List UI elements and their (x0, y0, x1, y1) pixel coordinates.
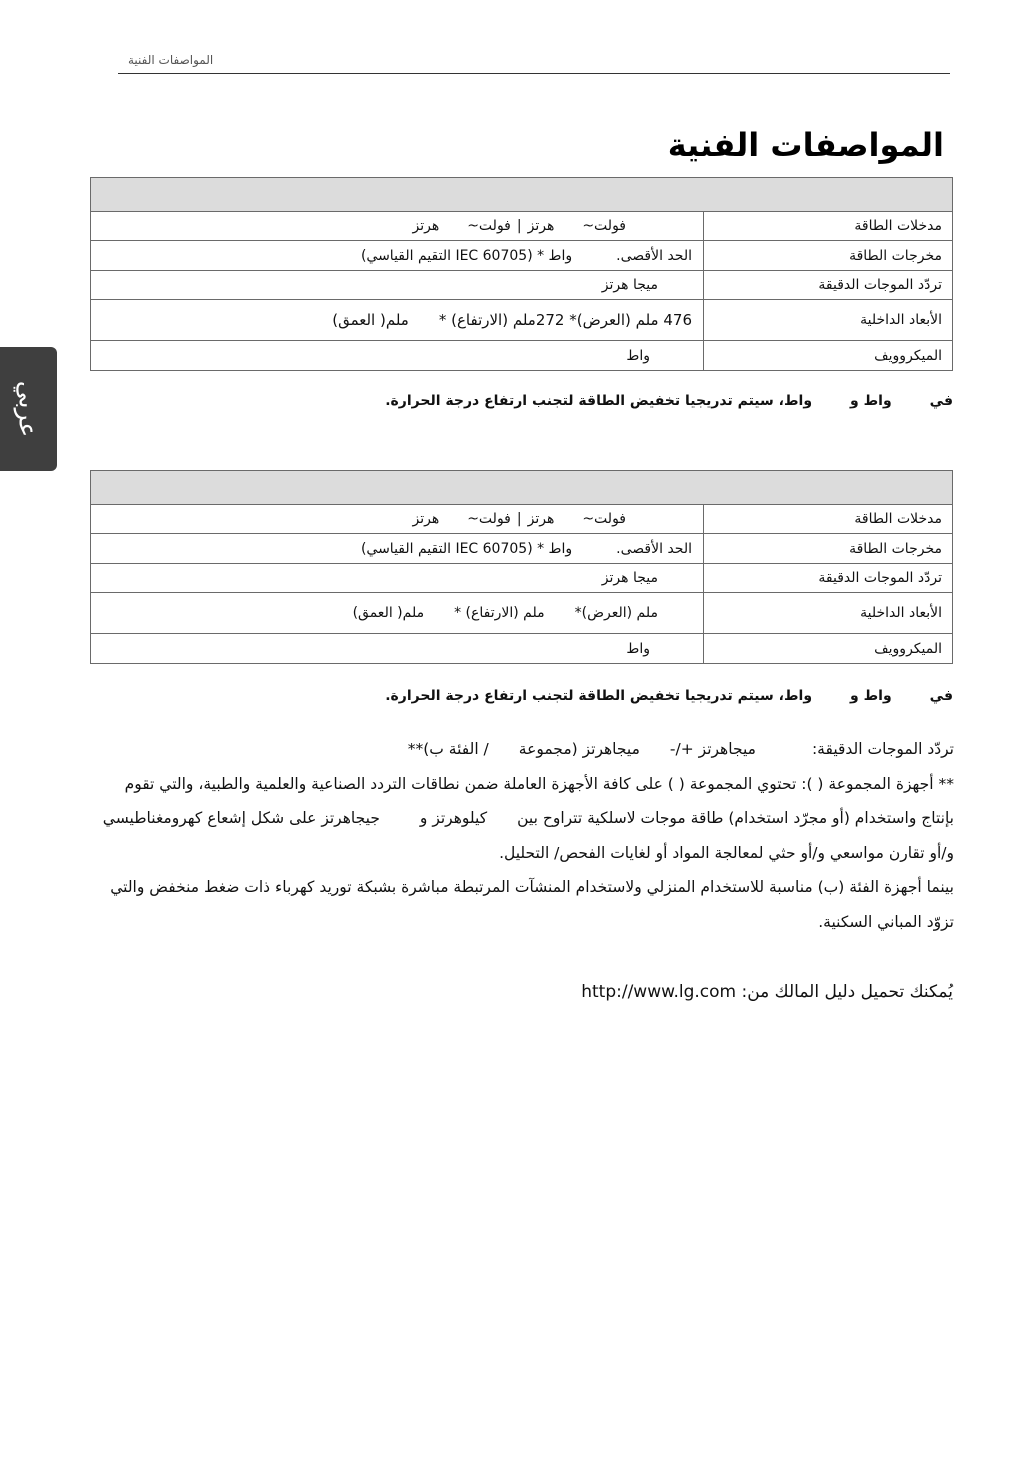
language-tab-label: عربي (13, 380, 43, 438)
header-divider (118, 73, 950, 74)
lg-website-link[interactable]: http://www.lg.com (581, 982, 737, 1002)
value-inner-dimensions: 476 ملم (العرض)* 272ملم (الارتفاع) *ملم( العمق) (91, 300, 704, 341)
label-microwave-frequency: تردّد الموجات الدقيقة (704, 564, 953, 593)
value-microwave-power: واط (91, 634, 704, 664)
value-power-input: فولت~هرتز|فولت~هرتز (91, 505, 704, 534)
group-note-line-4: بينما أجهزة الفئة (ب) مناسبة للاستخدام المنزلي ولاستخدام المنشآت المرتبطة مباشرة بشبكة توريد كهرباء ذات ضغط منخفض والتي (110, 878, 954, 896)
header-section-title: المواصفات الفنية (128, 53, 214, 67)
value-power-output: الحد الأقصى.واط * (IEC 60705 التقيم القياسي) (91, 241, 704, 271)
group-note-line-5: تزوّد المباني السكنية. (818, 912, 954, 931)
owner-manual-download (581, 982, 953, 1002)
label-power-input: مدخلات الطاقة (704, 505, 953, 534)
owner-manual-text: يُمكنك تحميل دليل المالك من: (741, 982, 953, 1002)
spec-table-2 (90, 470, 953, 664)
label-microwave-power: الميكروويف (704, 634, 953, 664)
value-power-output: الحد الأقصى.واط * (IEC 60705 التقيم القياسي) (91, 534, 704, 564)
spec-table-1-header (91, 178, 953, 212)
spec-table-2-header (91, 471, 953, 505)
value-microwave-power: واط (91, 341, 704, 371)
label-power-output: مخرجات الطاقة (704, 241, 953, 271)
group-note-line-1: ** أجهزة المجموعة ( ): تحتوي المجموعة ( ) على كافة الأجهزة العاملة ضمن نطاقات التردد الصناعية والعلمية والطبية، والتي تقوم (124, 774, 954, 793)
thermal-note-1: فيواط وواط، سيتم تدريجيا تخفيض الطاقة لتجنب ارتفاع درجة الحرارة. (385, 393, 953, 409)
value-power-input: فولت~هرتز|فولت~هرتز (91, 212, 704, 241)
label-power-input: مدخلات الطاقة (704, 212, 953, 241)
value-inner-dimensions: ملم (العرض)*ملم (الارتفاع) *ملم( العمق) (91, 593, 704, 634)
thermal-note-2: فيواط وواط، سيتم تدريجيا تخفيض الطاقة لتجنب ارتفاع درجة الحرارة. (385, 688, 953, 704)
label-microwave-frequency: تردّد الموجات الدقيقة (704, 271, 953, 300)
label-inner-dimensions: الأبعاد الداخلية (704, 300, 953, 341)
group-note-line-2: بإنتاج واستخدام (أو مجرّد استخدام) طاقة موجات لاسلكية تتراوح بينكيلوهرتز وجيجاهرتز على شكل إشعاع كهرومغناطيسي (102, 809, 954, 827)
value-microwave-frequency: ميجا هرتز (91, 271, 704, 300)
label-microwave-power: الميكروويف (704, 341, 953, 371)
label-power-output: مخرجات الطاقة (704, 534, 953, 564)
language-tab[interactable] (0, 347, 57, 471)
value-microwave-frequency: ميجا هرتز (91, 564, 704, 593)
spec-table-1 (90, 177, 953, 371)
group-note-line-3: و/أو تقارن مواسعي و/أو حثي لمعالجة المواد أو لغايات الفحص/ التحليل. (499, 843, 954, 862)
label-inner-dimensions: الأبعاد الداخلية (704, 593, 953, 634)
frequency-paragraph (96, 732, 954, 939)
page-title: المواصفات الفنية (667, 126, 944, 164)
frequency-line: تردّد الموجات الدقيقة:ميجاهرتز +/-ميجاهرتز (مجموعة/ الفئة ب)** (407, 740, 954, 758)
